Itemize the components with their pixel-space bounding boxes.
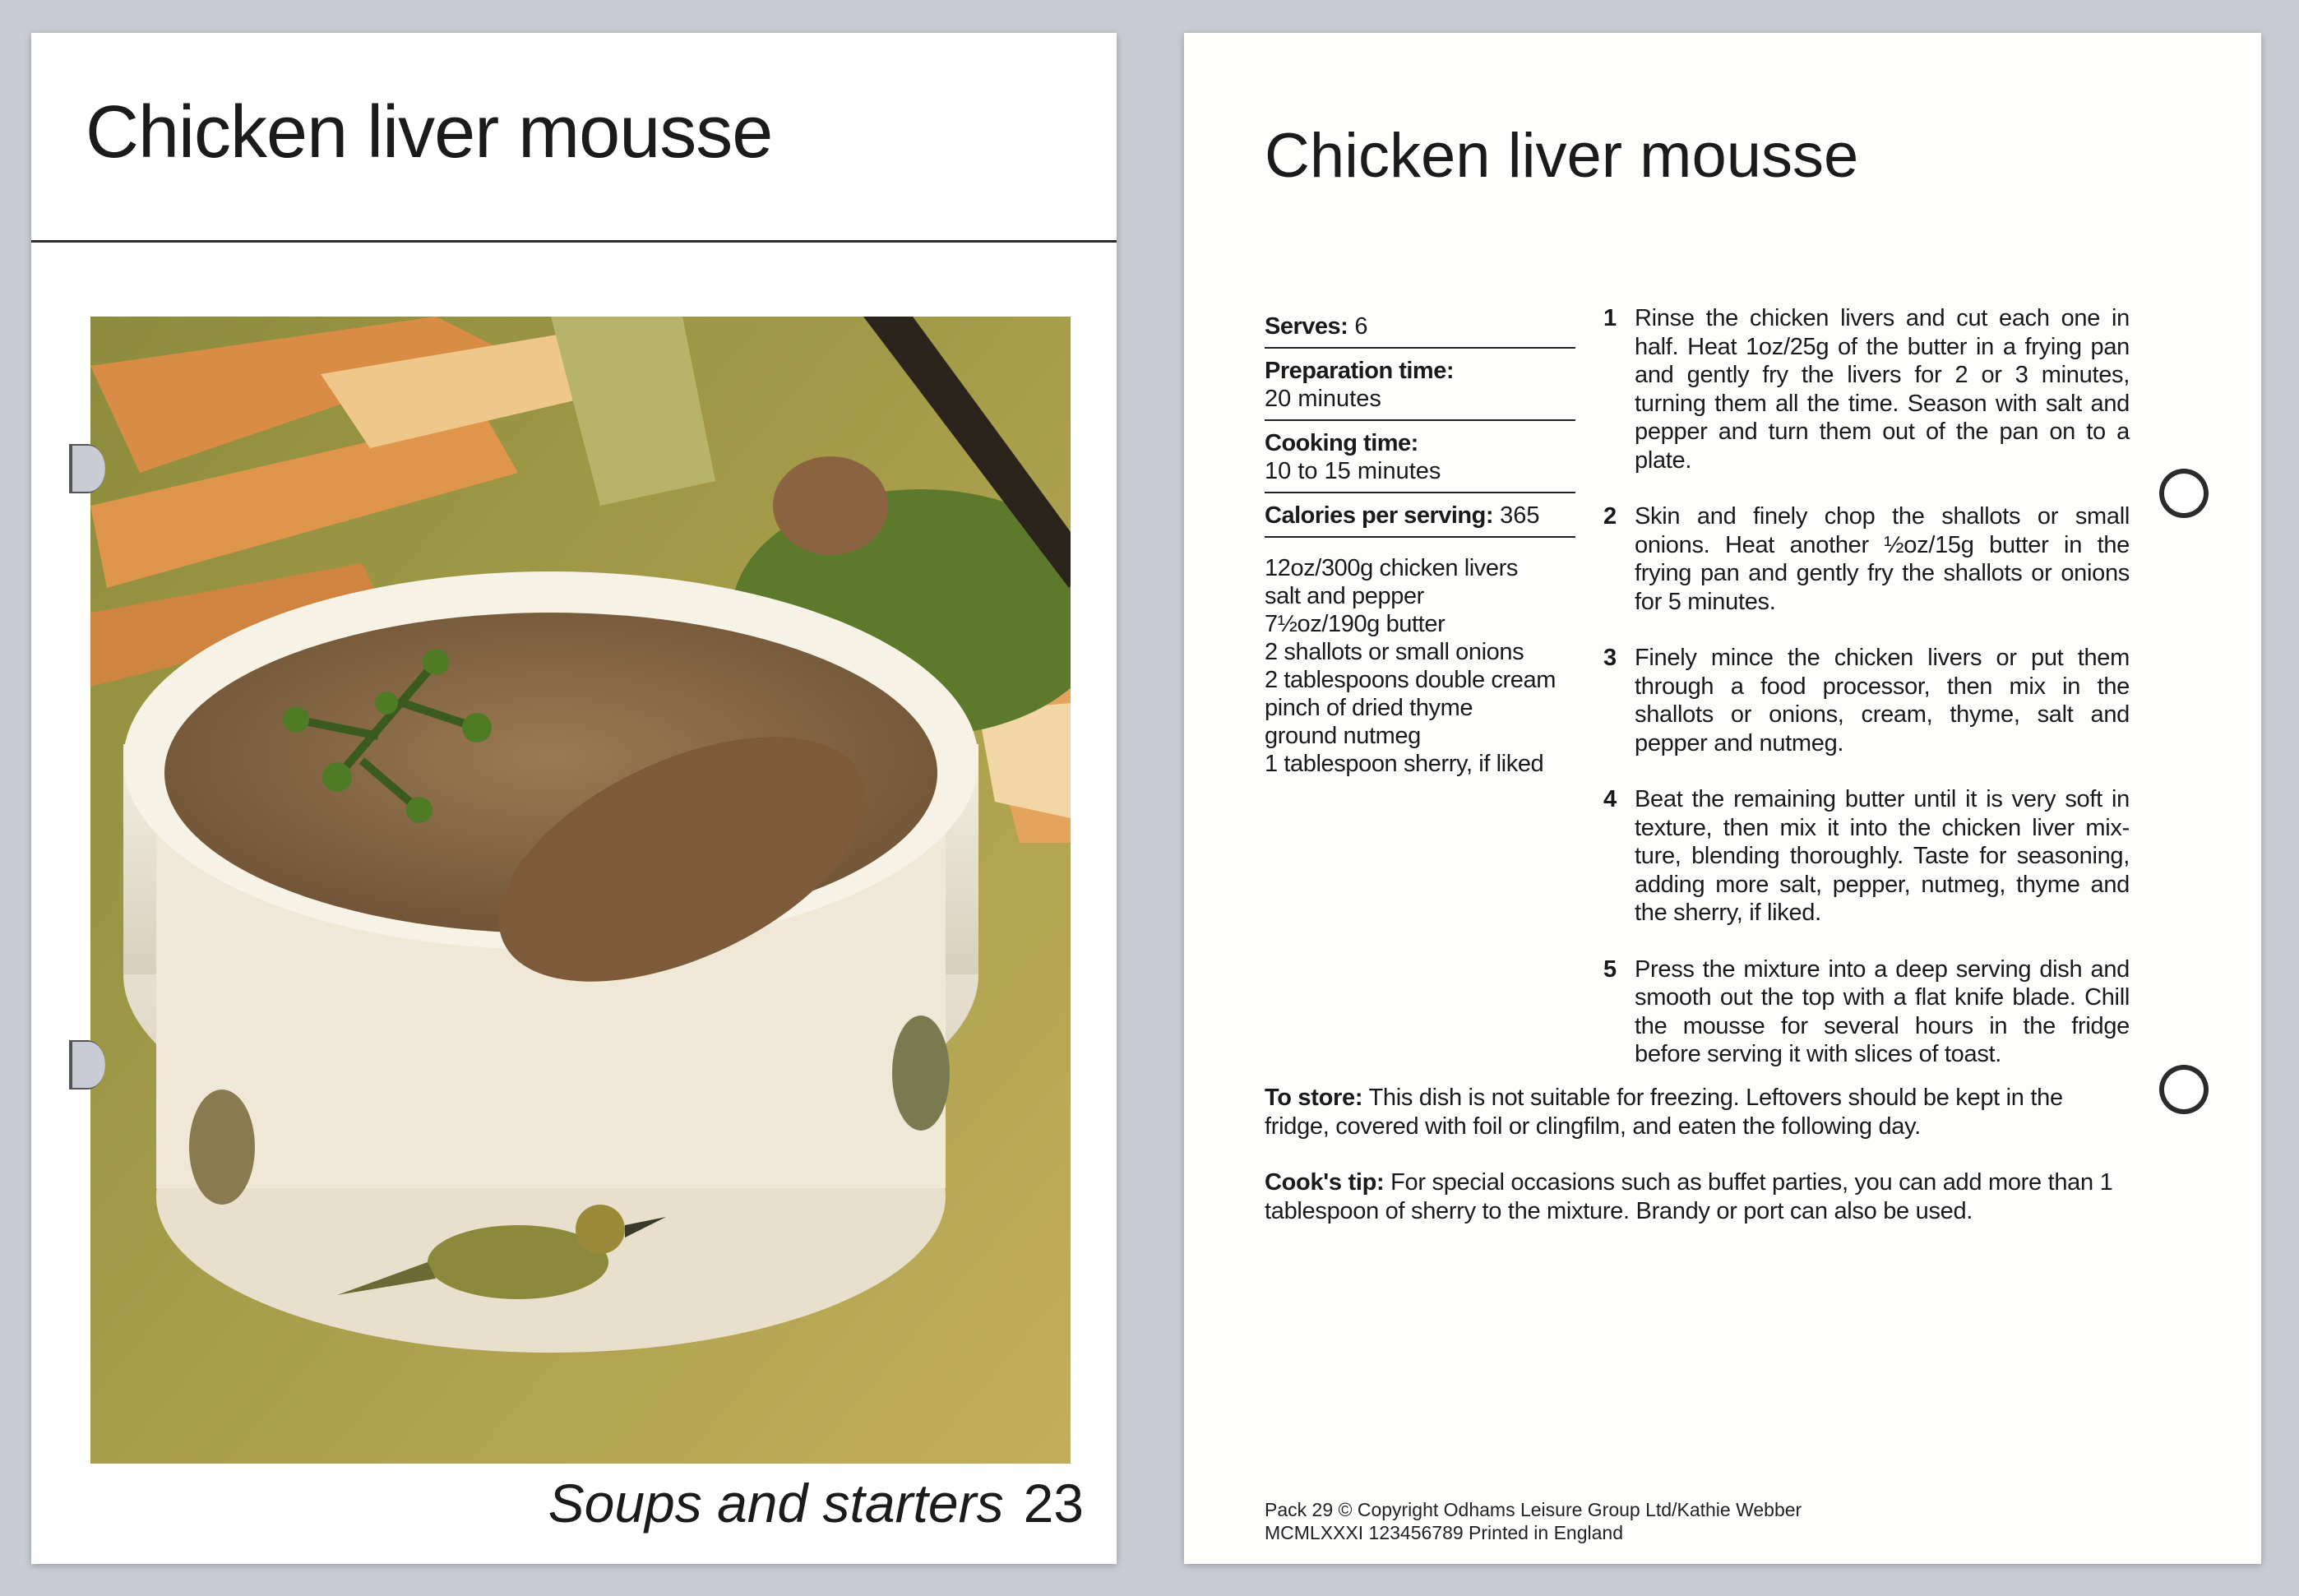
cook-block [1265, 421, 1575, 493]
section-footer [548, 1472, 1084, 1534]
ingredient-item: 1 tablespoon sherry, if liked [1265, 751, 1544, 777]
step-text: Rinse the chicken livers and cut each one in half. Heat 1oz/25g of the butter in a frying pan and gently fry the livers for 2 or 3 minutes, turning them all the time. Season with salt and pepper and turn them out of the pan on to a plate. [1635, 305, 2130, 474]
step-number: 1 [1603, 305, 1617, 331]
calories-block [1265, 493, 1575, 538]
copyright-footer [1265, 1498, 1802, 1544]
ingredient-item: ground nutmeg [1265, 723, 1421, 749]
ingredient-item: 2 shallots or small onions [1265, 639, 1524, 665]
step-text: Skin and finely chop the shallots or small onions. Heat another ½oz/15g butter in the frying pan and gently fry the shallots or onions for 5 minutes. [1635, 503, 2130, 615]
section-name: Soups and starters [548, 1473, 1004, 1534]
tip-text: For special occasions such as buffet parties, you can add more than 1 tablespoon of sherry to the mixture. Brandy or port can also be used. [1265, 1169, 2113, 1224]
step-text: Beat the remaining butter until it is very soft in texture, then mix it into the chicken liver mix-ture, blending thoroughly. Taste for seasoning, adding more salt, pepper, nutmeg, thyme and the sherry, if liked. [1635, 786, 2130, 926]
calories-value: 365 [1500, 502, 1540, 529]
step-number: 2 [1603, 503, 1617, 530]
serves-label: Serves: [1265, 313, 1348, 340]
tip-label: Cook's tip: [1265, 1169, 1385, 1196]
ingredient-item: pinch of dried thyme [1265, 695, 1473, 721]
method-steps [1603, 304, 2130, 1097]
step-text: Finely mince the chicken livers or put them through a food processor, then mix in the shallots or onions, cream, thyme, salt and pepper and nutmeg. [1635, 645, 2130, 756]
recipe-card-back [1184, 33, 2261, 1564]
step-text: Press the mixture into a deep serving dish and smooth out the top with a flat knife blade. Chill the mousse for several hours in the fridge before serving it with slices of toast. [1635, 955, 2130, 1067]
serves-value: 6 [1354, 313, 1368, 340]
method-step [1603, 785, 2130, 928]
ingredient-item: 12oz/300g chicken livers [1265, 555, 1518, 581]
back-title: Chicken liver mousse [1265, 121, 1859, 191]
mousse-photo [90, 317, 1071, 1464]
title-divider [31, 240, 1117, 243]
front-title: Chicken liver mousse [86, 91, 773, 173]
step-number: 3 [1603, 645, 1617, 671]
store-text: This dish is not suitable for freezing. Leftovers should be kept in the fridge, covered with foil or clingfilm, and eaten the following day. [1265, 1085, 2063, 1140]
ingredient-item: 2 tablespoons double cream [1265, 667, 1556, 693]
step-number: 5 [1603, 955, 1617, 983]
prep-value: 20 minutes [1265, 386, 1381, 412]
recipe-notes [1265, 1084, 2130, 1253]
ingredient-item: 7½oz/190g butter [1265, 611, 1446, 637]
method-step [1603, 502, 2130, 616]
binder-hole-icon [69, 444, 105, 493]
ingredients-list [1265, 554, 1575, 778]
calories-label: Calories per serving: [1265, 502, 1493, 529]
tip-note [1265, 1168, 2130, 1225]
page-number: 23 [1023, 1473, 1084, 1534]
binder-hole-icon [69, 1040, 105, 1089]
step-number: 4 [1603, 786, 1617, 812]
cook-label: Cooking time: [1265, 430, 1418, 456]
binder-hole-icon [2159, 469, 2209, 518]
method-step [1603, 644, 2130, 757]
cook-value: 10 to 15 minutes [1265, 458, 1441, 484]
recipe-info [1265, 304, 1575, 778]
serves-block [1265, 304, 1575, 349]
store-label: To store: [1265, 1085, 1363, 1111]
binder-hole-icon [2159, 1065, 2209, 1114]
prep-label: Preparation time: [1265, 358, 1454, 384]
prep-block [1265, 349, 1575, 421]
store-note [1265, 1084, 2130, 1140]
method-step [1603, 304, 2130, 474]
footer-line: Pack 29 © Copyright Odhams Leisure Group Ltd/Kathie Webber [1265, 1499, 1802, 1520]
method-step [1603, 955, 2130, 1069]
recipe-card-front [31, 33, 1117, 1564]
footer-line: MCMLXXXI 123456789 Printed in England [1265, 1522, 1624, 1543]
ingredient-item: salt and pepper [1265, 583, 1424, 609]
